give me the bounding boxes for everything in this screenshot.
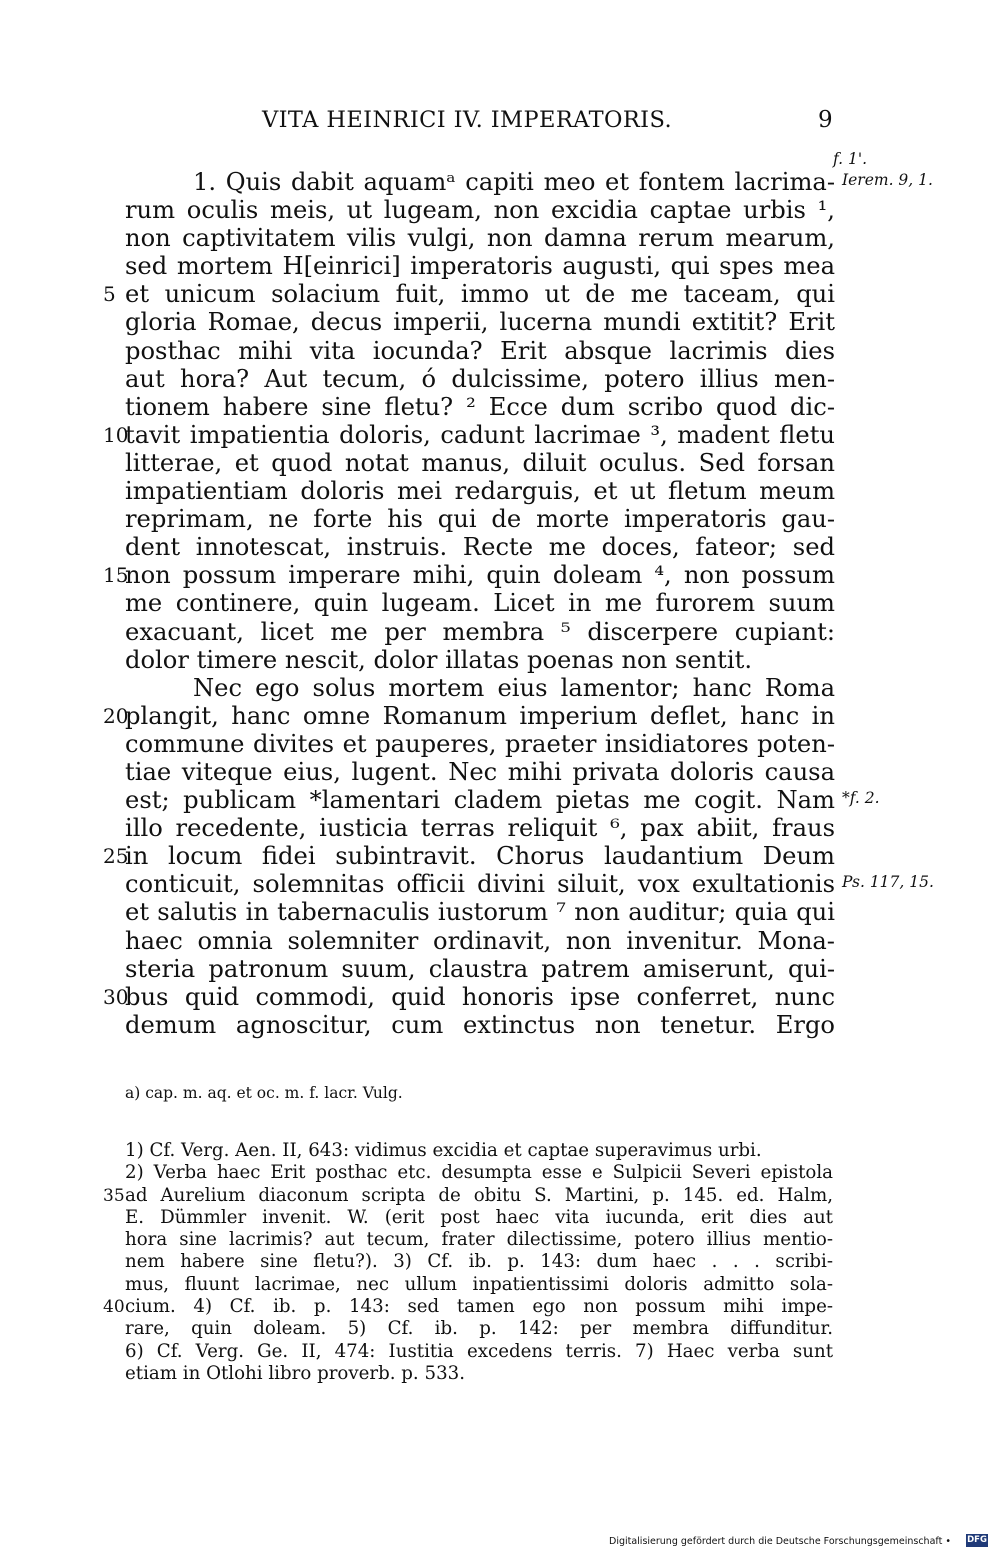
text-line: tionem habere sine fletu? ² Ecce dum scribo quod dic-	[125, 392, 835, 421]
text-line: 1. Quis dabit aquamᵃ capiti meo et fontem lacrima- Ierem. 9, 1.	[193, 168, 933, 196]
text-line: et salutis in tabernaculis iustorum ⁷ non auditur; quia qui	[125, 898, 835, 927]
footnote-line: 6) Cf. Verg. Ge. II, 474: Iustitia excedens terris. 7) Haec verba sunt	[125, 1340, 833, 1362]
footnote-line: 35 ad Aurelium diaconum scripta de obitu S. Martini, p. 145. ed. Halm,	[103, 1184, 833, 1206]
text-line: est; publicam *lamentari cladem pietas me cogit. Nam *f. 2.	[125, 786, 880, 815]
text-line: reprimam, ne forte his qui de morte imperatoris gau-	[125, 505, 835, 534]
text-line: gloria Romae, decus imperii, lucerna mundi extitit? Erit	[125, 308, 835, 337]
text-line: haec omnia solemniter ordinavit, non invenitur. Mona-	[125, 926, 835, 955]
line-number: 30	[103, 984, 129, 1009]
footnote-line: etiam in Otlohi libro proverb. p. 533.	[125, 1362, 465, 1384]
critical-apparatus: a) cap. m. aq. et oc. m. f. lacr. Vulg.	[125, 1084, 403, 1102]
text-line: conticuit, solemnitas officii divini siluit, vox exultationis Ps. 117, 15.	[125, 870, 934, 899]
main-text	[103, 168, 934, 1039]
text-line: Nec ego solus mortem eius lamentor; hanc Roma	[193, 673, 835, 702]
page-number: 9	[818, 107, 833, 133]
margin-note: Ierem. 9, 1.	[842, 171, 933, 189]
line-number: 20	[103, 703, 129, 728]
text-line: dolor timere nescit, dolor illatas poenas non sentit.	[125, 645, 753, 674]
text-line: 10 tavit impatientia doloris, cadunt lacrimae ³, madent fletu	[103, 420, 835, 449]
footnote-line: hora sine lacrimis? aut tecum, frater dilectissime, potero illius mentio-	[125, 1229, 833, 1251]
footnote-line: 2) Verba haec Erit posthac etc. desumpta esse e Sulpicii Severi epistola	[125, 1162, 833, 1184]
text-line: impatientiam doloris mei redarguis, et ut fletum meum	[125, 477, 835, 506]
footnote-line: 1) Cf. Verg. Aen. II, 643: vidimus excidia et captae superavimus urbi.	[125, 1140, 762, 1161]
line-number: 25	[103, 844, 129, 869]
footnote-line: nem habere sine fletu?). 3) Cf. ib. p. 143: dum haec . . . scribi-	[125, 1251, 833, 1273]
running-head: VITA HEINRICI IV. IMPERATORIS.	[262, 107, 673, 133]
text-line: tiae viteque eius, lugent. Nec mihi privata doloris causa	[125, 757, 835, 786]
text-line: steria patronum suum, claustra patrem amiserunt, qui-	[125, 954, 835, 983]
margin-note: *f. 2.	[842, 789, 880, 808]
footnote-line: mus, fluunt lacrimae, nec ullum inpatientissimi doloris admitto sola-	[125, 1273, 833, 1295]
text-line: posthac mihi vita iocunda? Erit absque lacrimis dies	[125, 336, 835, 365]
line-number: 35	[103, 1185, 125, 1206]
footnote-line: E. Dümmler invenit. W. (erit post haec vita iucunda, erit dies aut	[125, 1206, 833, 1228]
footnote-line: 40 cium. 4) Cf. ib. p. 143: sed tamen ego non possum mihi impe-	[103, 1296, 833, 1318]
line-number: 5	[103, 282, 116, 307]
text-line: exacuant, licet me per membra ⁵ discerpere cupiant:	[125, 617, 835, 646]
text-line: commune divites et pauperes, praeter insidiatores poten-	[125, 729, 835, 758]
text-line: sed mortem H[einrici] imperatoris augusti, qui spes mea	[125, 252, 835, 281]
text-line: 20 plangit, hanc omne Romanum imperium deflet, hanc in	[103, 701, 835, 730]
margin-note: Ps. 117, 15.	[842, 873, 934, 892]
line-number: 10	[103, 422, 129, 447]
text-line: 5 et unicum solacium fuit, immo ut de me taceam, qui	[103, 280, 835, 309]
text-line: demum agnoscitur, cum extinctus non tenetur. Ergo	[125, 1010, 835, 1039]
digitization-credit: Digitalisierung gefördert durch die Deutsche Forschungsgemeinschaft •	[609, 1536, 951, 1547]
text-line: dent innotescat, instruis. Recte me doces, fateor; sed	[125, 533, 835, 562]
text-line: 15 non possum imperare mihi, quin doleam ⁴, non possum	[103, 561, 835, 590]
line-number: 40	[103, 1297, 125, 1318]
text-line: litterae, et quod notat manus, diluit oculus. Sed forsan	[125, 448, 835, 477]
text-line: aut hora? Aut tecum, ó dulcissime, potero illius men-	[125, 364, 835, 393]
footnotes	[103, 1140, 833, 1385]
line-number: 15	[103, 563, 129, 588]
margin-note-folio: f. 1'.	[833, 150, 868, 168]
text-line: illo recedente, iusticia terras reliquit ⁶, pax abiit, fraus	[125, 814, 835, 843]
text-line: non captivitatem vilis vulgi, non damna rerum mearum,	[125, 224, 835, 253]
text-line: rum oculis meis, ut lugeam, non excidia captae urbis ¹,	[125, 196, 835, 225]
text-line: me continere, quin lugeam. Licet in me furorem suum	[125, 589, 835, 618]
text-line: 25 in locum fidei subintravit. Chorus laudantium Deum	[103, 842, 835, 871]
text-line: 30 bus quid commodi, quid honoris ipse conferret, nunc	[103, 982, 835, 1011]
dfg-logo: DFG	[967, 1535, 987, 1545]
footnote-line: rare, quin doleam. 5) Cf. ib. p. 142: per membra diffunditur.	[125, 1318, 833, 1340]
